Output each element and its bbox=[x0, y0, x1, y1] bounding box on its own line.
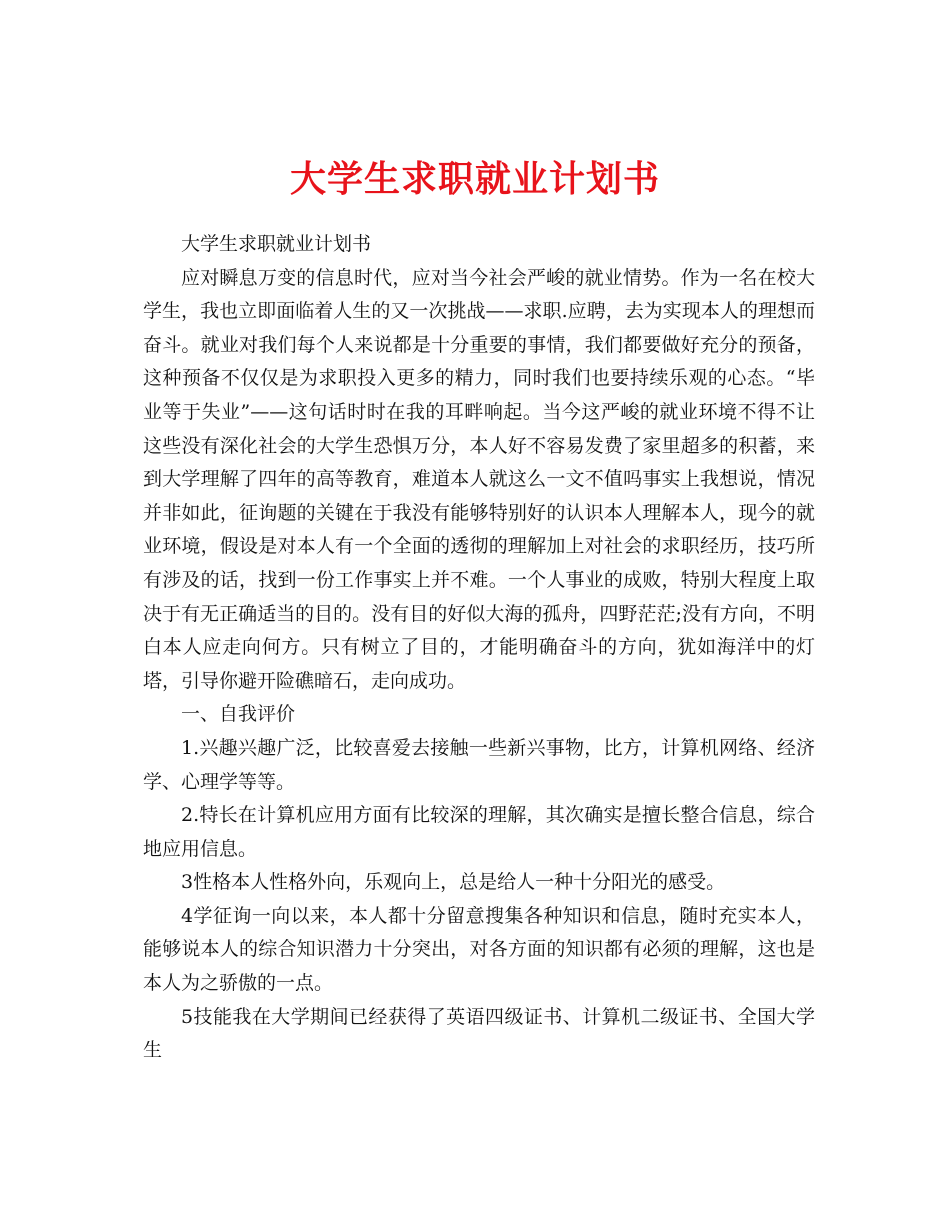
list-item-interests: 1.兴趣兴趣广泛，比较喜爱去接触一些新兴事物，比方，计算机网络、经济学、心理学等等。 bbox=[143, 736, 815, 793]
intro-paragraph: 应对瞬息万变的信息时代，应对当今社会严峻的就业情势。作为一名在校大学生，我也立即面临着人生的又一次挑战——求职.应聘，去为实现本人的理想而奋斗。就业对我们每个人来说都是十分重要的事情，我们都要做好充分的预备，这种预备不仅仅是为求职投入更多的精力，同时我们也要持续乐观的心态。“毕业等于失业”——这句话时时在我的耳畔响起。当今这严峻的就业环境不得不让这些没有深化社会的大学生恐惧万分，本人好不容易发费了家里超多的积蓄，来到大学理解了四年的高等教育，难道本人就这么一文不值吗事实上我想说，情况并非如此，征询题的关键在于我没有能够特别好的认识本人理解本人，现今的就业环境，假设是对本人有一个全面的透彻的理解加上对社会的求职经历，技巧所有涉及的话，找到一份工作事实上并不难。一个人事业的成败，特别大程度上取决于有无正确适当的目的。没有目的好似大海的孤舟，四野茫茫;没有方向，不明白本人应走向何方。只有树立了目的，才能明确奋斗的方向，犹如海洋中的灯塔，引导你避开险礁暗石，走向成功。 bbox=[143, 266, 815, 692]
list-item-personality: 3性格本人性格外向，乐观向上，总是给人一种十分阳光的感受。 bbox=[181, 871, 726, 894]
document-title: 大学生求职就业计划书 bbox=[289, 158, 660, 201]
list-item-learning: 4学征询一向以来，本人都十分留意搜集各种知识和信息，随时充实本人，能够说本人的综合知识潜力十分突出，对各方面的知识都有必须的理解，这也是本人为之骄傲的一点。 bbox=[143, 904, 815, 995]
subtitle-paragraph: 大学生求职就业计划书 bbox=[181, 233, 372, 255]
section-heading: 一、自我评价 bbox=[181, 703, 296, 726]
document-body bbox=[143, 228, 815, 1068]
list-item-specialty: 2.特长在计算机应用方面有比较深的理解，其次确实是擅长整合信息，综合地应用信息。 bbox=[143, 804, 815, 860]
list-item-skills: 5技能我在大学期间已经获得了英语四级证书、计算机二级证书、全国大学生 bbox=[143, 1005, 815, 1062]
